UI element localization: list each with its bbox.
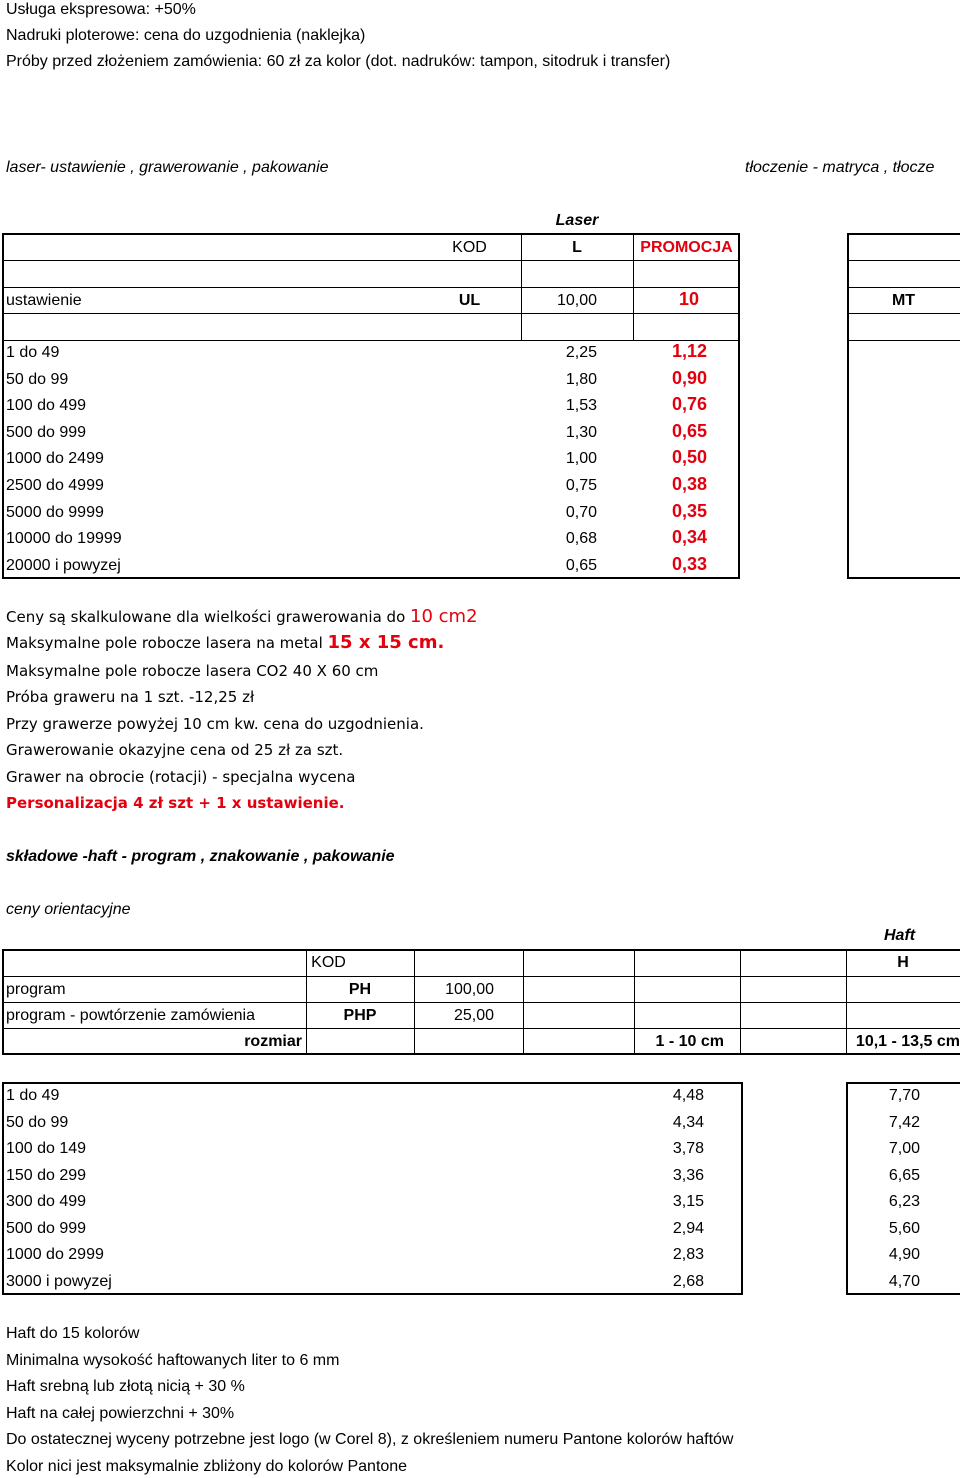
laser-note-rotation: Grawer na obrocie (rotacji) - specjalna wycena xyxy=(6,768,356,786)
haft-note: Haft do 15 kolorów xyxy=(6,1325,140,1342)
laser-table-title: Laser xyxy=(555,212,599,229)
laser-note-size xyxy=(6,608,478,626)
laser-row-range: 1 do 49 xyxy=(6,344,60,361)
haft-price-table xyxy=(2,1082,743,1295)
laser-row-price: 0,68 xyxy=(565,530,597,547)
laser-row-promo: 0,50 xyxy=(671,447,707,467)
express-note xyxy=(6,1,196,19)
haft-section-title: składowe -haft - program , znakowanie , pakowanie xyxy=(6,848,395,865)
haft-row-v1: 2,94 xyxy=(672,1220,704,1237)
haft-row-v2: 7,70 xyxy=(888,1087,920,1104)
haft-row-v2: 4,70 xyxy=(888,1273,920,1290)
haft-note: Haft srebną lub złotą nicią + 30 % xyxy=(6,1378,245,1395)
laser-row-promo: 0,90 xyxy=(671,368,707,388)
laser-setup-kod: UL xyxy=(458,292,481,309)
laser-row-range: 1000 do 2499 xyxy=(6,450,104,467)
tloczenie-table xyxy=(847,233,960,579)
haft-h-header: H xyxy=(897,954,909,971)
laser-row-promo: 0,65 xyxy=(671,421,707,441)
haft-kod-header: KOD xyxy=(311,954,346,971)
haft-row-v1: 4,48 xyxy=(672,1087,704,1104)
haft-row-range: 1 do 49 xyxy=(6,1087,60,1104)
laser-section-title: laser- ustawienie , grawerowanie , pakowanie xyxy=(6,159,329,176)
tloczenie-setup-kod: MT xyxy=(891,292,916,309)
haft-program-label: program xyxy=(6,981,66,998)
haft-row-v2: 4,90 xyxy=(888,1246,920,1263)
laser-row-price: 0,75 xyxy=(565,477,597,494)
laser-row-price: 1,30 xyxy=(565,424,597,441)
haft-note: Do ostatecznej wyceny potrzebne jest logo (w Corel 8), z określeniem numeru Pantone kolorów haftów xyxy=(6,1431,734,1448)
haft-row-range: 500 do 999 xyxy=(6,1220,87,1237)
haft-row-v1: 2,68 xyxy=(672,1273,704,1290)
haft-row-range: 50 do 99 xyxy=(6,1114,69,1131)
haft-repeat-price: 25,00 xyxy=(453,1007,494,1024)
express-label: Usługa ekspresowa: +50% xyxy=(6,1,196,18)
laser-setup-label: ustawienie xyxy=(6,292,82,309)
laser-l-header: L xyxy=(572,239,582,256)
laser-row-range: 500 do 999 xyxy=(6,424,87,441)
laser-note-co2: Maksymalne pole robocze lasera CO2 40 X 60 cm xyxy=(6,662,379,680)
haft-row-range: 1000 do 2999 xyxy=(6,1246,104,1263)
haft-program-price: 100,00 xyxy=(445,981,494,998)
haft-row-v2: 6,65 xyxy=(888,1167,920,1184)
haft-subtitle: ceny orientacyjne xyxy=(6,901,131,918)
laser-row-promo: 0,34 xyxy=(671,527,707,547)
laser-row-promo: 0,76 xyxy=(671,394,707,414)
laser-setup-price: 10,00 xyxy=(556,292,597,309)
haft-repeat-label: program - powtórzenie zamówienia xyxy=(6,1007,255,1024)
laser-kod-header: KOD xyxy=(452,239,487,256)
laser-row-range: 20000 i powyzej xyxy=(6,557,121,574)
haft-row-v2: 5,60 xyxy=(888,1220,920,1237)
haft-row-range: 300 do 499 xyxy=(6,1193,87,1210)
laser-row-range: 2500 do 4999 xyxy=(6,477,104,494)
haft-row-v2: 6,23 xyxy=(888,1193,920,1210)
laser-row-price: 0,70 xyxy=(565,504,597,521)
haft-row-range: 3000 i powyzej xyxy=(6,1273,112,1290)
laser-row-promo: 0,38 xyxy=(671,474,707,494)
laser-promo-header: PROMOCJA xyxy=(640,239,733,256)
haft-table-title: Haft xyxy=(884,927,916,944)
haft-row-v1: 4,34 xyxy=(672,1114,704,1131)
laser-row-price: 0,65 xyxy=(565,557,597,574)
tloczenie-section-title: tłoczenie - matryca , tłocze xyxy=(745,159,935,176)
laser-row-price: 1,00 xyxy=(565,450,597,467)
laser-row-price: 1,53 xyxy=(565,397,597,414)
haft-row-v2: 7,42 xyxy=(888,1114,920,1131)
laser-note-metal xyxy=(6,634,444,652)
laser-note-sample: Próba graweru na 1 szt. -12,25 zł xyxy=(6,688,255,706)
laser-row-range: 5000 do 9999 xyxy=(6,504,104,521)
haft-program-kod: PH xyxy=(348,981,372,998)
laser-note-large: Przy grawerze powyżej 10 cm kw. cena do uzgodnienia. xyxy=(6,715,424,733)
laser-row-price: 2,25 xyxy=(565,344,597,361)
haft-size-col2: 10,1 - 13,5 cm xyxy=(855,1033,960,1050)
haft-row-v2: 7,00 xyxy=(888,1140,920,1157)
haft-size-label: rozmiar xyxy=(244,1033,302,1050)
laser-row-range: 100 do 499 xyxy=(6,397,87,414)
laser-row-price: 1,80 xyxy=(565,371,597,388)
haft-repeat-kod: PHP xyxy=(343,1007,377,1024)
laser-note-metal-text: Maksymalne pole robocze lasera na metal xyxy=(6,634,328,652)
haft-row-v1: 3,36 xyxy=(672,1167,704,1184)
laser-setup-promo: 10 xyxy=(678,289,699,309)
laser-row-range: 50 do 99 xyxy=(6,371,69,388)
laser-row-promo: 1,12 xyxy=(671,341,707,361)
haft-note: Kolor nici jest maksymalnie zbliżony do kolorów Pantone xyxy=(6,1458,408,1475)
samples-note: Próby przed złożeniem zamówienia: 60 zł za kolor (dot. nadruków: tampon, sitodruk i transfer) xyxy=(6,53,671,70)
haft-row-v1: 2,83 xyxy=(672,1246,704,1263)
haft-size-col1: 1 - 10 cm xyxy=(655,1033,724,1050)
laser-note-occasional: Grawerowanie okazyjne cena od 25 zł za szt. xyxy=(6,741,344,759)
laser-note-size-red: 10 cm2 xyxy=(410,606,478,627)
laser-row-promo: 0,35 xyxy=(671,501,707,521)
haft-note: Haft na całej powierzchni + 30% xyxy=(6,1405,235,1422)
haft-row-range: 100 do 149 xyxy=(6,1140,87,1157)
laser-note-personalization: Personalizacja 4 zł szt + 1 x ustawienie. xyxy=(6,794,345,812)
plotter-note: Nadruki ploterowe: cena do uzgodnienia (naklejka) xyxy=(6,27,366,44)
haft-row-v1: 3,15 xyxy=(672,1193,704,1210)
haft-row-range: 150 do 299 xyxy=(6,1167,87,1184)
laser-row-promo: 0,33 xyxy=(671,554,707,574)
laser-note-metal-red: 15 x 15 cm. xyxy=(327,632,445,653)
haft-row-v1: 3,78 xyxy=(672,1140,704,1157)
haft-note: Minimalna wysokość haftowanych liter to 6 mm xyxy=(6,1352,340,1369)
laser-note-size-text: Ceny są skalkulowane dla wielkości grawerowania do xyxy=(6,608,411,626)
laser-table xyxy=(2,233,740,579)
laser-row-range: 10000 do 19999 xyxy=(6,530,122,547)
